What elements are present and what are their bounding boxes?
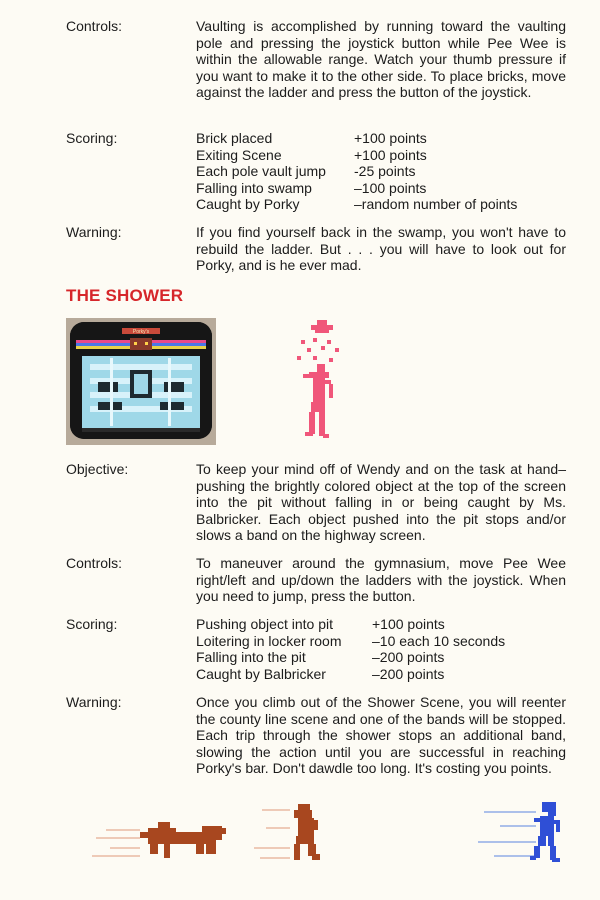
vault-scoring-table [196, 130, 566, 213]
shower-heading: THE SHOWER [66, 286, 184, 305]
vault-controls-label: Controls: [66, 18, 123, 34]
score-points: +100 points [354, 130, 427, 146]
shower-controls-label: Controls: [66, 555, 123, 571]
speed-lines-right-icon [478, 806, 538, 866]
speed-lines-left-icon [92, 826, 142, 866]
score-row [196, 147, 566, 164]
shower-objective-text: To keep your mind off of Wendy and on the task at hand–pushing the brightly colored object at the top of the screen into the pit without falling in or being caught by Ms. Balbricker. Each object pushed into the pit stops and/or slows a band on the highway screen. [196, 461, 566, 544]
score-item: Loitering in locker room [196, 632, 342, 649]
running-pig-icon [140, 822, 230, 862]
score-points: –200 points [372, 649, 445, 666]
shower-controls-text: To maneuver around the gymnasium, move Pee Wee right/left and up/down the ladders with the joystick. When you need to jump, press the button. [196, 555, 566, 605]
brown-character-icon [290, 804, 324, 864]
score-row [196, 616, 566, 633]
score-points: +100 points [354, 146, 427, 163]
score-item: Each pole vault jump [196, 163, 326, 180]
blue-runner-icon [530, 802, 564, 864]
score-row [196, 649, 566, 666]
score-points: –random number of points [354, 196, 518, 213]
shower-warning-label: Warning: [66, 694, 122, 710]
vault-warning-label: Warning: [66, 224, 122, 240]
shower-warning-text: Once you climb out of the Shower Scene, you will reenter the county line scene and one of the bands will be stopped. Each trip through the shower stops an additional band, slowing the action until you are successful in reaching Porky's bar. Don't dawdle too long. It's costing you points. [196, 694, 566, 777]
score-item: Caught by Porky [196, 196, 300, 213]
score-row [196, 196, 566, 213]
vault-warning-text: If you find yourself back in the swamp, you won't have to rebuild the ladder. But . . . you will have to look out for Porky, and is he ever mad. [196, 224, 566, 274]
score-item: Pushing object into pit [196, 616, 333, 632]
score-points: –200 points [372, 665, 445, 682]
gymnasium-scene-image [70, 322, 212, 439]
score-item: Caught by Balbricker [196, 665, 326, 682]
score-points: –100 points [354, 179, 427, 196]
screen-title: Porky's [132, 329, 150, 335]
score-row [196, 666, 566, 683]
shower-scoring-table [196, 616, 566, 682]
score-item: Falling into the pit [196, 649, 306, 666]
shower-objective-label: Objective: [66, 461, 129, 477]
score-points: +100 points [372, 616, 445, 632]
score-row [196, 633, 566, 650]
vault-controls-text: Vaulting is accomplished by running toward the vaulting pole and pressing the joystick button while Pee Wee is within the allowable range. Watch your thumb pressure if you want to make it to the other side. To place bricks, move against the ladder and press the button of the joystick. [196, 18, 566, 101]
game-screenshot [66, 318, 216, 445]
score-item: Brick placed [196, 130, 273, 146]
score-row [196, 163, 566, 180]
shower-scoring-label: Scoring: [66, 616, 118, 632]
speed-lines-middle-icon [252, 806, 292, 866]
score-points: -25 points [354, 163, 416, 180]
score-points: –10 each 10 seconds [372, 632, 506, 649]
score-row [196, 180, 566, 197]
shower-figure-icon [295, 318, 345, 448]
score-row [196, 130, 566, 147]
vault-scoring-label: Scoring: [66, 130, 118, 146]
score-item: Falling into swamp [196, 179, 312, 196]
score-item: Exiting Scene [196, 146, 282, 163]
